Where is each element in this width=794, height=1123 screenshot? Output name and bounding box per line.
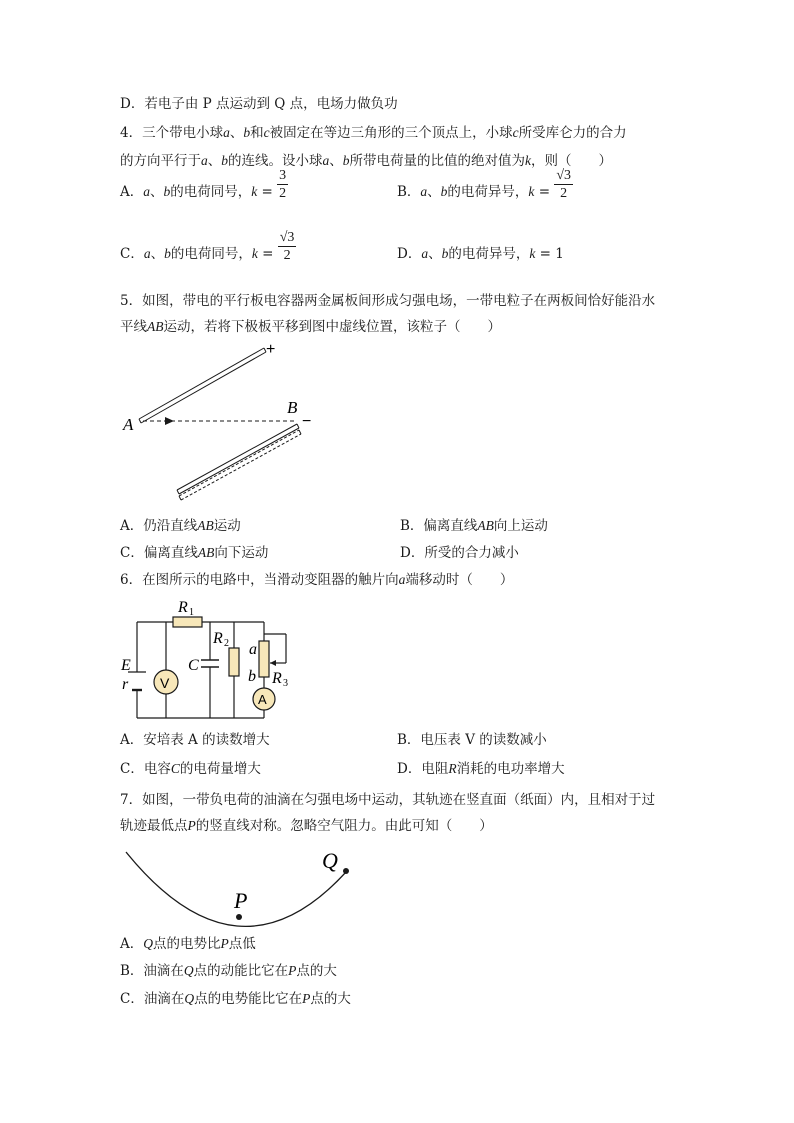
var-p: P bbox=[187, 818, 196, 833]
eq: = 1 bbox=[539, 246, 564, 262]
numerator: 3 bbox=[279, 168, 287, 183]
numerator: √3 bbox=[556, 168, 572, 183]
text: 点的电势能比它在 bbox=[194, 991, 303, 1007]
text: B．偏离直线 bbox=[400, 518, 478, 534]
var-a: a bbox=[398, 572, 406, 587]
var-b: b bbox=[342, 153, 350, 168]
var-k: k bbox=[525, 153, 531, 168]
var-a: a bbox=[322, 153, 330, 168]
var-k: k bbox=[251, 184, 258, 199]
text: 6．在图所示的电路中，当滑动变阻器的触片向 bbox=[120, 572, 399, 588]
text: 的电荷同号， bbox=[170, 184, 252, 200]
text: 的竖直线对称。忽略空气阻力。由此可知（ ） bbox=[195, 818, 493, 834]
denominator: 2 bbox=[279, 186, 287, 201]
var-ab: AB bbox=[477, 518, 494, 533]
point-q-dot bbox=[343, 868, 349, 874]
var-a: a bbox=[143, 184, 150, 199]
sep: 、 bbox=[150, 246, 165, 262]
point-q-label: Q bbox=[322, 848, 338, 873]
point-p-dot bbox=[236, 914, 242, 920]
var-k: k bbox=[529, 246, 536, 261]
point-b-label: B bbox=[287, 398, 298, 417]
point-p-label: P bbox=[234, 888, 248, 913]
text: 点的大 bbox=[296, 963, 337, 979]
text: 消耗的电功率增大 bbox=[456, 761, 565, 777]
var-c: c bbox=[263, 125, 270, 140]
var-p: P bbox=[220, 936, 229, 951]
text: A．仍沿直线 bbox=[120, 518, 198, 534]
terminal-b-label: b bbox=[248, 668, 256, 685]
var-ab: AB bbox=[147, 319, 164, 334]
var-b: b bbox=[440, 184, 448, 199]
plus-sign: + bbox=[266, 341, 276, 358]
q7-option-c[interactable] bbox=[120, 990, 351, 1008]
eq: = bbox=[538, 184, 551, 200]
terminal-a-label: a bbox=[249, 641, 257, 658]
var-c: C bbox=[170, 761, 180, 776]
text: 点低 bbox=[228, 936, 256, 952]
r2-label: R bbox=[213, 630, 223, 647]
text: 点的电势比 bbox=[153, 936, 221, 952]
text: 被固定在等边三角形的三个顶点上，小球 bbox=[269, 125, 513, 141]
var-b: b bbox=[163, 184, 171, 199]
emf-label: E bbox=[121, 657, 131, 674]
var-p: P bbox=[288, 963, 297, 978]
r3-label: R bbox=[272, 670, 282, 687]
label: C． bbox=[120, 246, 144, 262]
var-k: k bbox=[528, 184, 535, 199]
capacitor-label: C bbox=[188, 657, 199, 674]
text: 的电荷异号， bbox=[448, 246, 530, 262]
q7-option-b[interactable] bbox=[120, 962, 337, 980]
r3-subscript: 3 bbox=[283, 678, 288, 689]
text: 向上运动 bbox=[493, 518, 548, 534]
text: 的电荷量增大 bbox=[179, 761, 261, 777]
ammeter-label: A bbox=[258, 692, 267, 707]
var-r: R bbox=[448, 761, 457, 776]
var-p: P bbox=[302, 991, 311, 1006]
var-a: a bbox=[201, 153, 208, 168]
denominator: 2 bbox=[283, 248, 291, 263]
var-a: a bbox=[420, 184, 428, 199]
text: 4．三个带电小球 bbox=[120, 125, 224, 141]
var-b: b bbox=[164, 246, 171, 261]
text: 点的大 bbox=[310, 991, 351, 1007]
var-a: a bbox=[143, 246, 151, 261]
text: 、 bbox=[229, 125, 244, 141]
text: 的方向平行于 bbox=[120, 153, 201, 169]
text: 轨迹最低点 bbox=[120, 818, 188, 834]
var-ab: AB bbox=[197, 545, 215, 560]
sep: 、 bbox=[150, 184, 164, 200]
denominator: 2 bbox=[560, 186, 568, 201]
sep: 、 bbox=[427, 184, 441, 200]
text: 端移动时（ ） bbox=[405, 572, 514, 588]
text: 的电荷同号， bbox=[170, 246, 252, 262]
internal-resistance-label: r bbox=[122, 676, 129, 693]
minus-sign: − bbox=[302, 413, 312, 430]
text: C．电容 bbox=[120, 761, 171, 777]
var-b: b bbox=[441, 246, 449, 261]
var-a: a bbox=[421, 246, 429, 261]
text: 的连线。设小球 bbox=[228, 153, 323, 169]
text: A． bbox=[120, 936, 144, 952]
numerator: √3 bbox=[279, 230, 295, 245]
var-c: c bbox=[512, 125, 519, 140]
label: D． bbox=[397, 246, 422, 262]
text: 所受库仑力的合力 bbox=[518, 125, 627, 141]
voltmeter-label: V bbox=[160, 675, 170, 691]
text: D．所受的合力减小 bbox=[400, 545, 519, 561]
text: 的电荷异号， bbox=[447, 184, 529, 200]
var-a: a bbox=[223, 125, 230, 140]
q7-option-a[interactable] bbox=[120, 935, 256, 953]
text: 平线 bbox=[120, 319, 147, 335]
text: A．安培表 A 的读数增大 bbox=[120, 732, 270, 748]
label: B． bbox=[397, 184, 421, 200]
text: 7．如图，一带负电荷的油滴在匀强电场中运动，其轨迹在竖直面（纸面）内，且相对于过 bbox=[120, 792, 656, 808]
text: C．偏离直线 bbox=[120, 545, 198, 561]
q3-option-d-text: D．若电子由 P 点运动到 Q 点，电场力做负功 bbox=[120, 96, 398, 112]
var-q: Q bbox=[143, 936, 153, 951]
var-b: b bbox=[243, 125, 251, 140]
var-ab: AB bbox=[197, 518, 214, 533]
var-b: b bbox=[221, 153, 228, 168]
var-q: Q bbox=[184, 991, 195, 1006]
text: 、 bbox=[207, 153, 222, 169]
text: 、 bbox=[329, 153, 343, 169]
text: 点的动能比它在 bbox=[193, 963, 289, 979]
sep: 、 bbox=[428, 246, 442, 262]
r2-subscript: 2 bbox=[224, 638, 229, 649]
r1-subscript: 1 bbox=[189, 607, 194, 618]
text: 运动，若将下极板平移到图中虚线位置，该粒子（ ） bbox=[163, 319, 501, 335]
text: 和 bbox=[250, 125, 264, 141]
text: D．电阻 bbox=[397, 761, 449, 777]
var-q: Q bbox=[183, 963, 194, 978]
eq: = bbox=[261, 184, 273, 200]
text: ，则（ ） bbox=[531, 153, 612, 169]
text: C．油滴在 bbox=[120, 991, 185, 1007]
label: A． bbox=[120, 184, 144, 200]
eq: = bbox=[262, 246, 274, 262]
text: 所带电荷量的比值的绝对值为 bbox=[349, 153, 525, 169]
text: 运动 bbox=[213, 518, 241, 534]
text: B．油滴在 bbox=[120, 963, 184, 979]
text: B．电压表 V 的读数减小 bbox=[397, 732, 547, 748]
text: 5．如图，带电的平行板电容器两金属板间形成匀强电场，一带电粒子在两板间恰好能沿水 bbox=[120, 293, 656, 309]
text: 向下运动 bbox=[214, 545, 269, 561]
point-a-label: A bbox=[123, 415, 134, 434]
r1-label: R bbox=[178, 599, 188, 616]
var-k: k bbox=[251, 246, 258, 261]
